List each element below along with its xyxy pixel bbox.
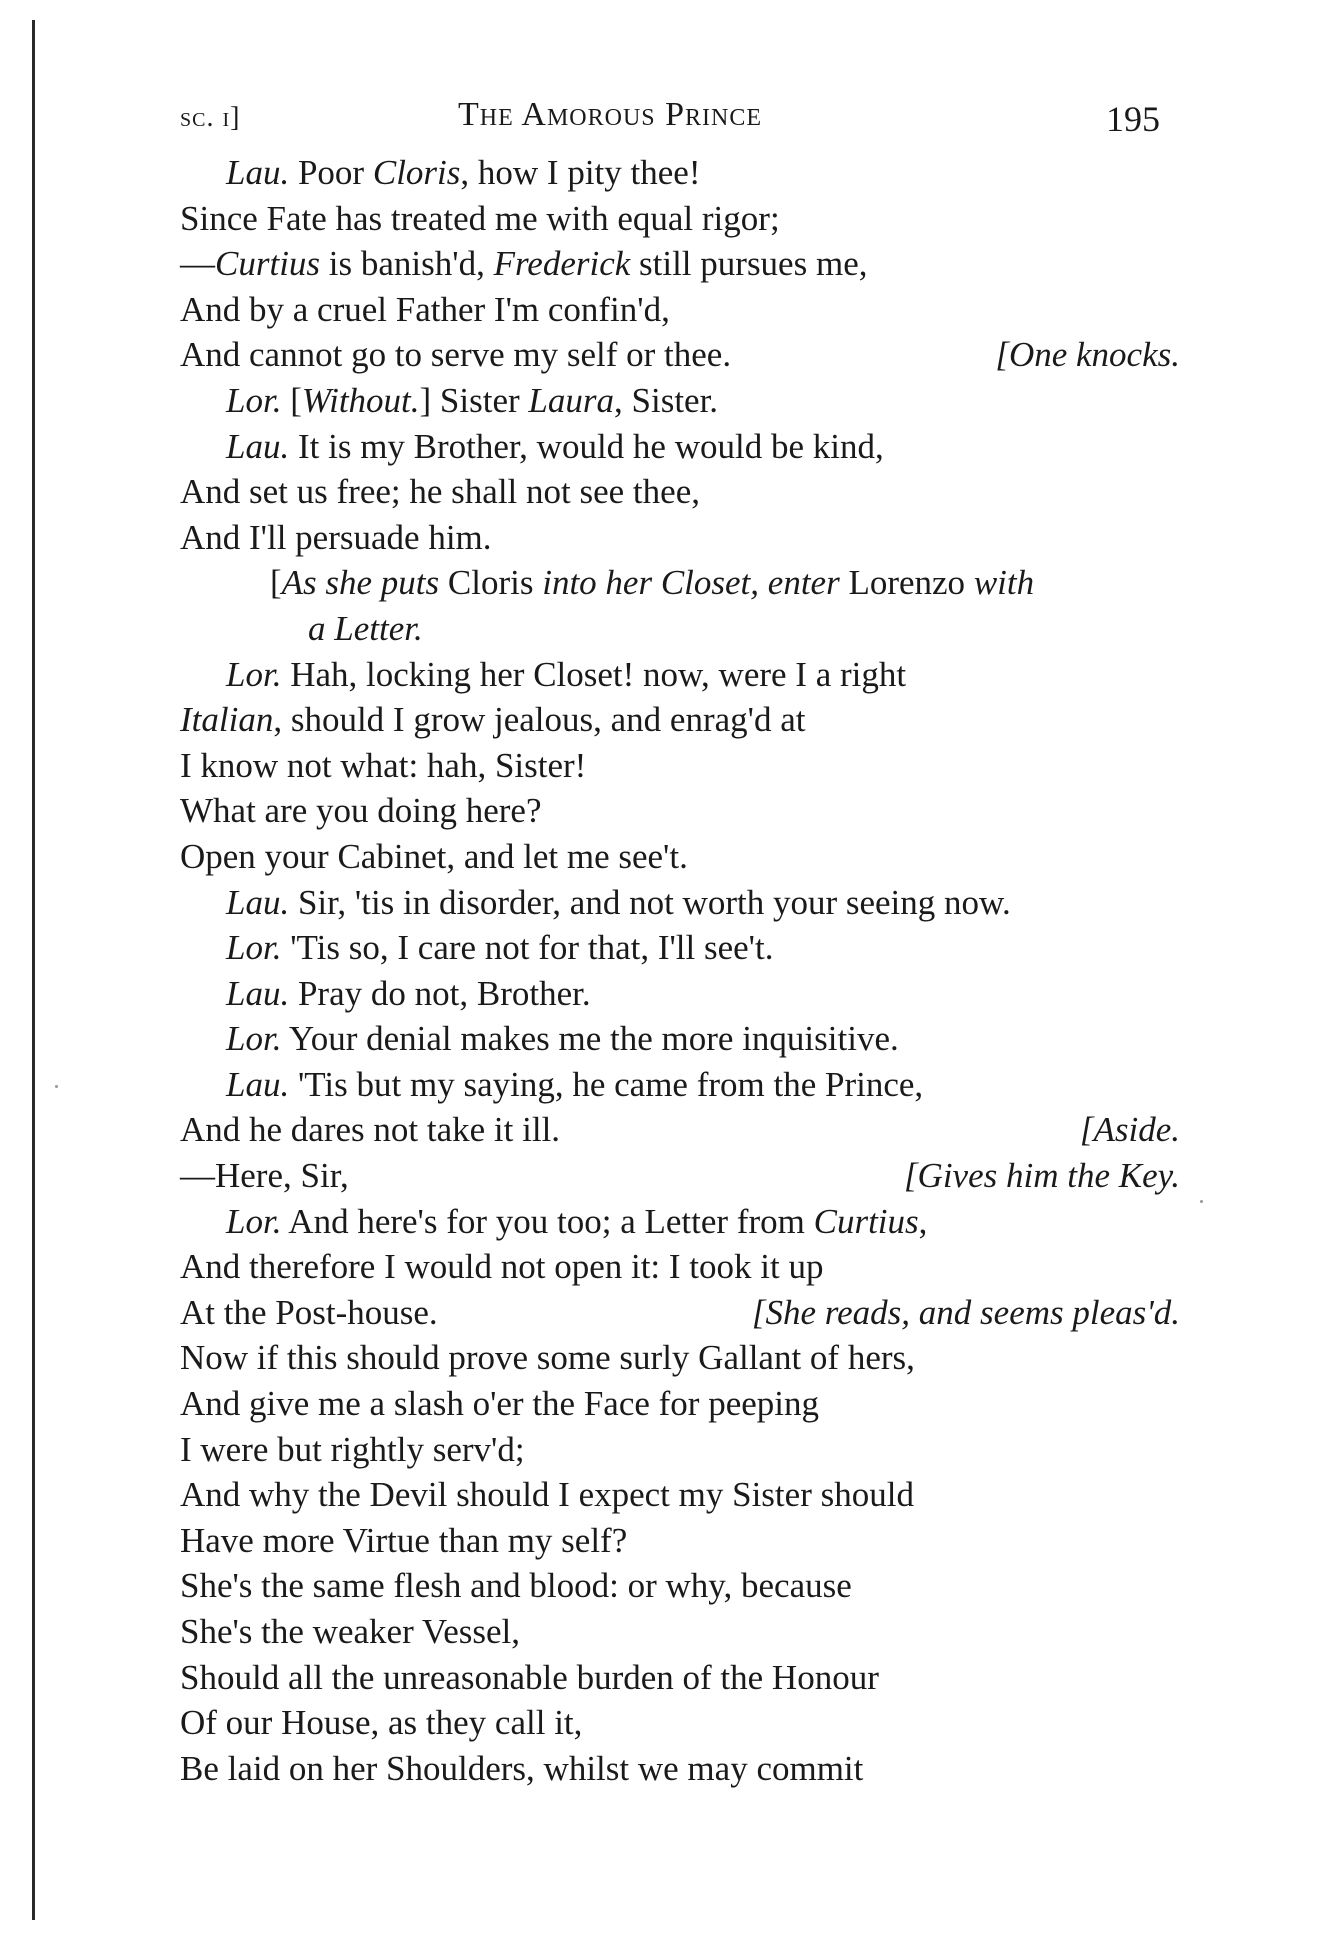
text-line: I were but rightly serv'd; — [180, 1429, 525, 1469]
text-line: At the Post-house. [She reads, and seems pleas'd. — [180, 1290, 1180, 1336]
text-line: She's the weaker Vessel, — [180, 1612, 521, 1651]
play-text — [180, 150, 1180, 1791]
text-line: Since Fate has treated me with equal rigor; — [180, 198, 780, 238]
print-speck — [1200, 1200, 1203, 1203]
stage-direction: [One knocks. — [995, 335, 1180, 375]
text-line: And cannot go to serve my self or thee. [One knocks. — [180, 332, 1180, 378]
speaker-label: Lor. — [226, 928, 282, 968]
text-line: Of our House, as they call it, — [180, 1703, 583, 1743]
text-line: What are you doing here? — [180, 791, 542, 831]
text-line: Lau. Pray do not, Brother. — [226, 973, 591, 1013]
text-line: —Here, Sir, [Gives him the Key. — [180, 1153, 1180, 1199]
stage-direction-line: a Letter. — [308, 608, 423, 648]
text-line: Italian, should I grow jealous, and enrag'd at — [180, 700, 806, 740]
character-name: Curtius — [813, 1201, 919, 1241]
speaker-label: Lau. — [226, 153, 290, 192]
text-line: Lor. Hah, locking her Closet! now, were I a right — [226, 654, 907, 694]
stage-direction-line: [As she puts Cloris into her Closet, enter Lorenzo with — [270, 563, 1035, 603]
speaker-label: Lau. — [226, 1064, 290, 1104]
print-speck — [55, 1085, 58, 1088]
text-line: Have more Virtue than my self? — [180, 1520, 628, 1560]
character-name: Curtius — [215, 244, 321, 284]
running-header — [180, 96, 1180, 142]
text-line: Open your Cabinet, and let me see't. — [180, 836, 688, 876]
text-line: And I'll persuade him. — [180, 517, 492, 557]
stage-direction: [Gives him the Key. — [903, 1156, 1180, 1196]
character-name: Cloris — [439, 563, 543, 603]
speaker-label: Lau. — [226, 426, 290, 466]
speaker-label: Lau. — [226, 973, 290, 1013]
text-line: Lau. 'Tis but my saying, he came from the Prince, — [226, 1064, 924, 1104]
text-line: Be laid on her Shoulders, whilst we may commit — [180, 1748, 864, 1788]
text-line: Lau. Sir, 'tis in disorder, and not worth your seeing now. — [226, 882, 1011, 922]
text-line: Lau. It is my Brother, would he would be kind, — [226, 426, 884, 466]
stage-direction: Without. — [301, 380, 420, 420]
text-line: And by a cruel Father I'm confin'd, — [180, 289, 670, 329]
text-line: Should all the unreasonable burden of the Honour — [180, 1657, 879, 1697]
text-line: Now if this should prove some surly Gallant of hers, — [180, 1338, 915, 1378]
character-name: Frederick — [493, 244, 631, 284]
text-line: Lor. 'Tis so, I care not for that, I'll see't. — [226, 928, 774, 968]
text-line: And set us free; he shall not see thee, — [180, 472, 700, 512]
text-line: I know not what: hah, Sister! — [180, 745, 587, 785]
speaker-label: Lor. — [226, 1201, 282, 1241]
character-name: Laura — [528, 380, 615, 420]
text-line: Lor. [Without.] Sister Laura, Sister. — [226, 380, 719, 420]
speaker-label: Lau. — [226, 882, 290, 922]
text-line: And therefore I would not open it: I took it up — [180, 1247, 824, 1287]
character-name: Cloris — [372, 153, 461, 192]
text-line: —Curtius is banish'd, Frederick still pursues me, — [180, 244, 868, 284]
book-title: The Amorous Prince — [458, 96, 763, 133]
scene-marker: sc. i] — [180, 102, 241, 133]
speaker-label: Lor. — [226, 380, 282, 420]
text-line: Lau. Poor Cloris, how I pity thee! — [226, 153, 701, 192]
speaker-label: Lor. — [226, 654, 282, 694]
speaker-label: Lor. — [226, 1019, 282, 1059]
stage-direction: [Aside. — [1079, 1110, 1180, 1150]
text-line: And give me a slash o'er the Face for peeping — [180, 1384, 820, 1424]
character-name: Lorenzo — [839, 563, 974, 603]
text-line: Lor. Your denial makes me the more inquisitive. — [226, 1019, 899, 1059]
text-line: And he dares not take it ill. [Aside. — [180, 1107, 1180, 1153]
binding-edge — [32, 20, 35, 1920]
text-line: Lor. And here's for you too; a Letter from Curtius, — [226, 1201, 928, 1241]
text-line: And why the Devil should I expect my Sister should — [180, 1475, 914, 1515]
stage-direction: [She reads, and seems pleas'd. — [751, 1292, 1180, 1332]
page-number: 195 — [1106, 99, 1160, 139]
text-line: She's the same flesh and blood: or why, because — [180, 1566, 852, 1606]
